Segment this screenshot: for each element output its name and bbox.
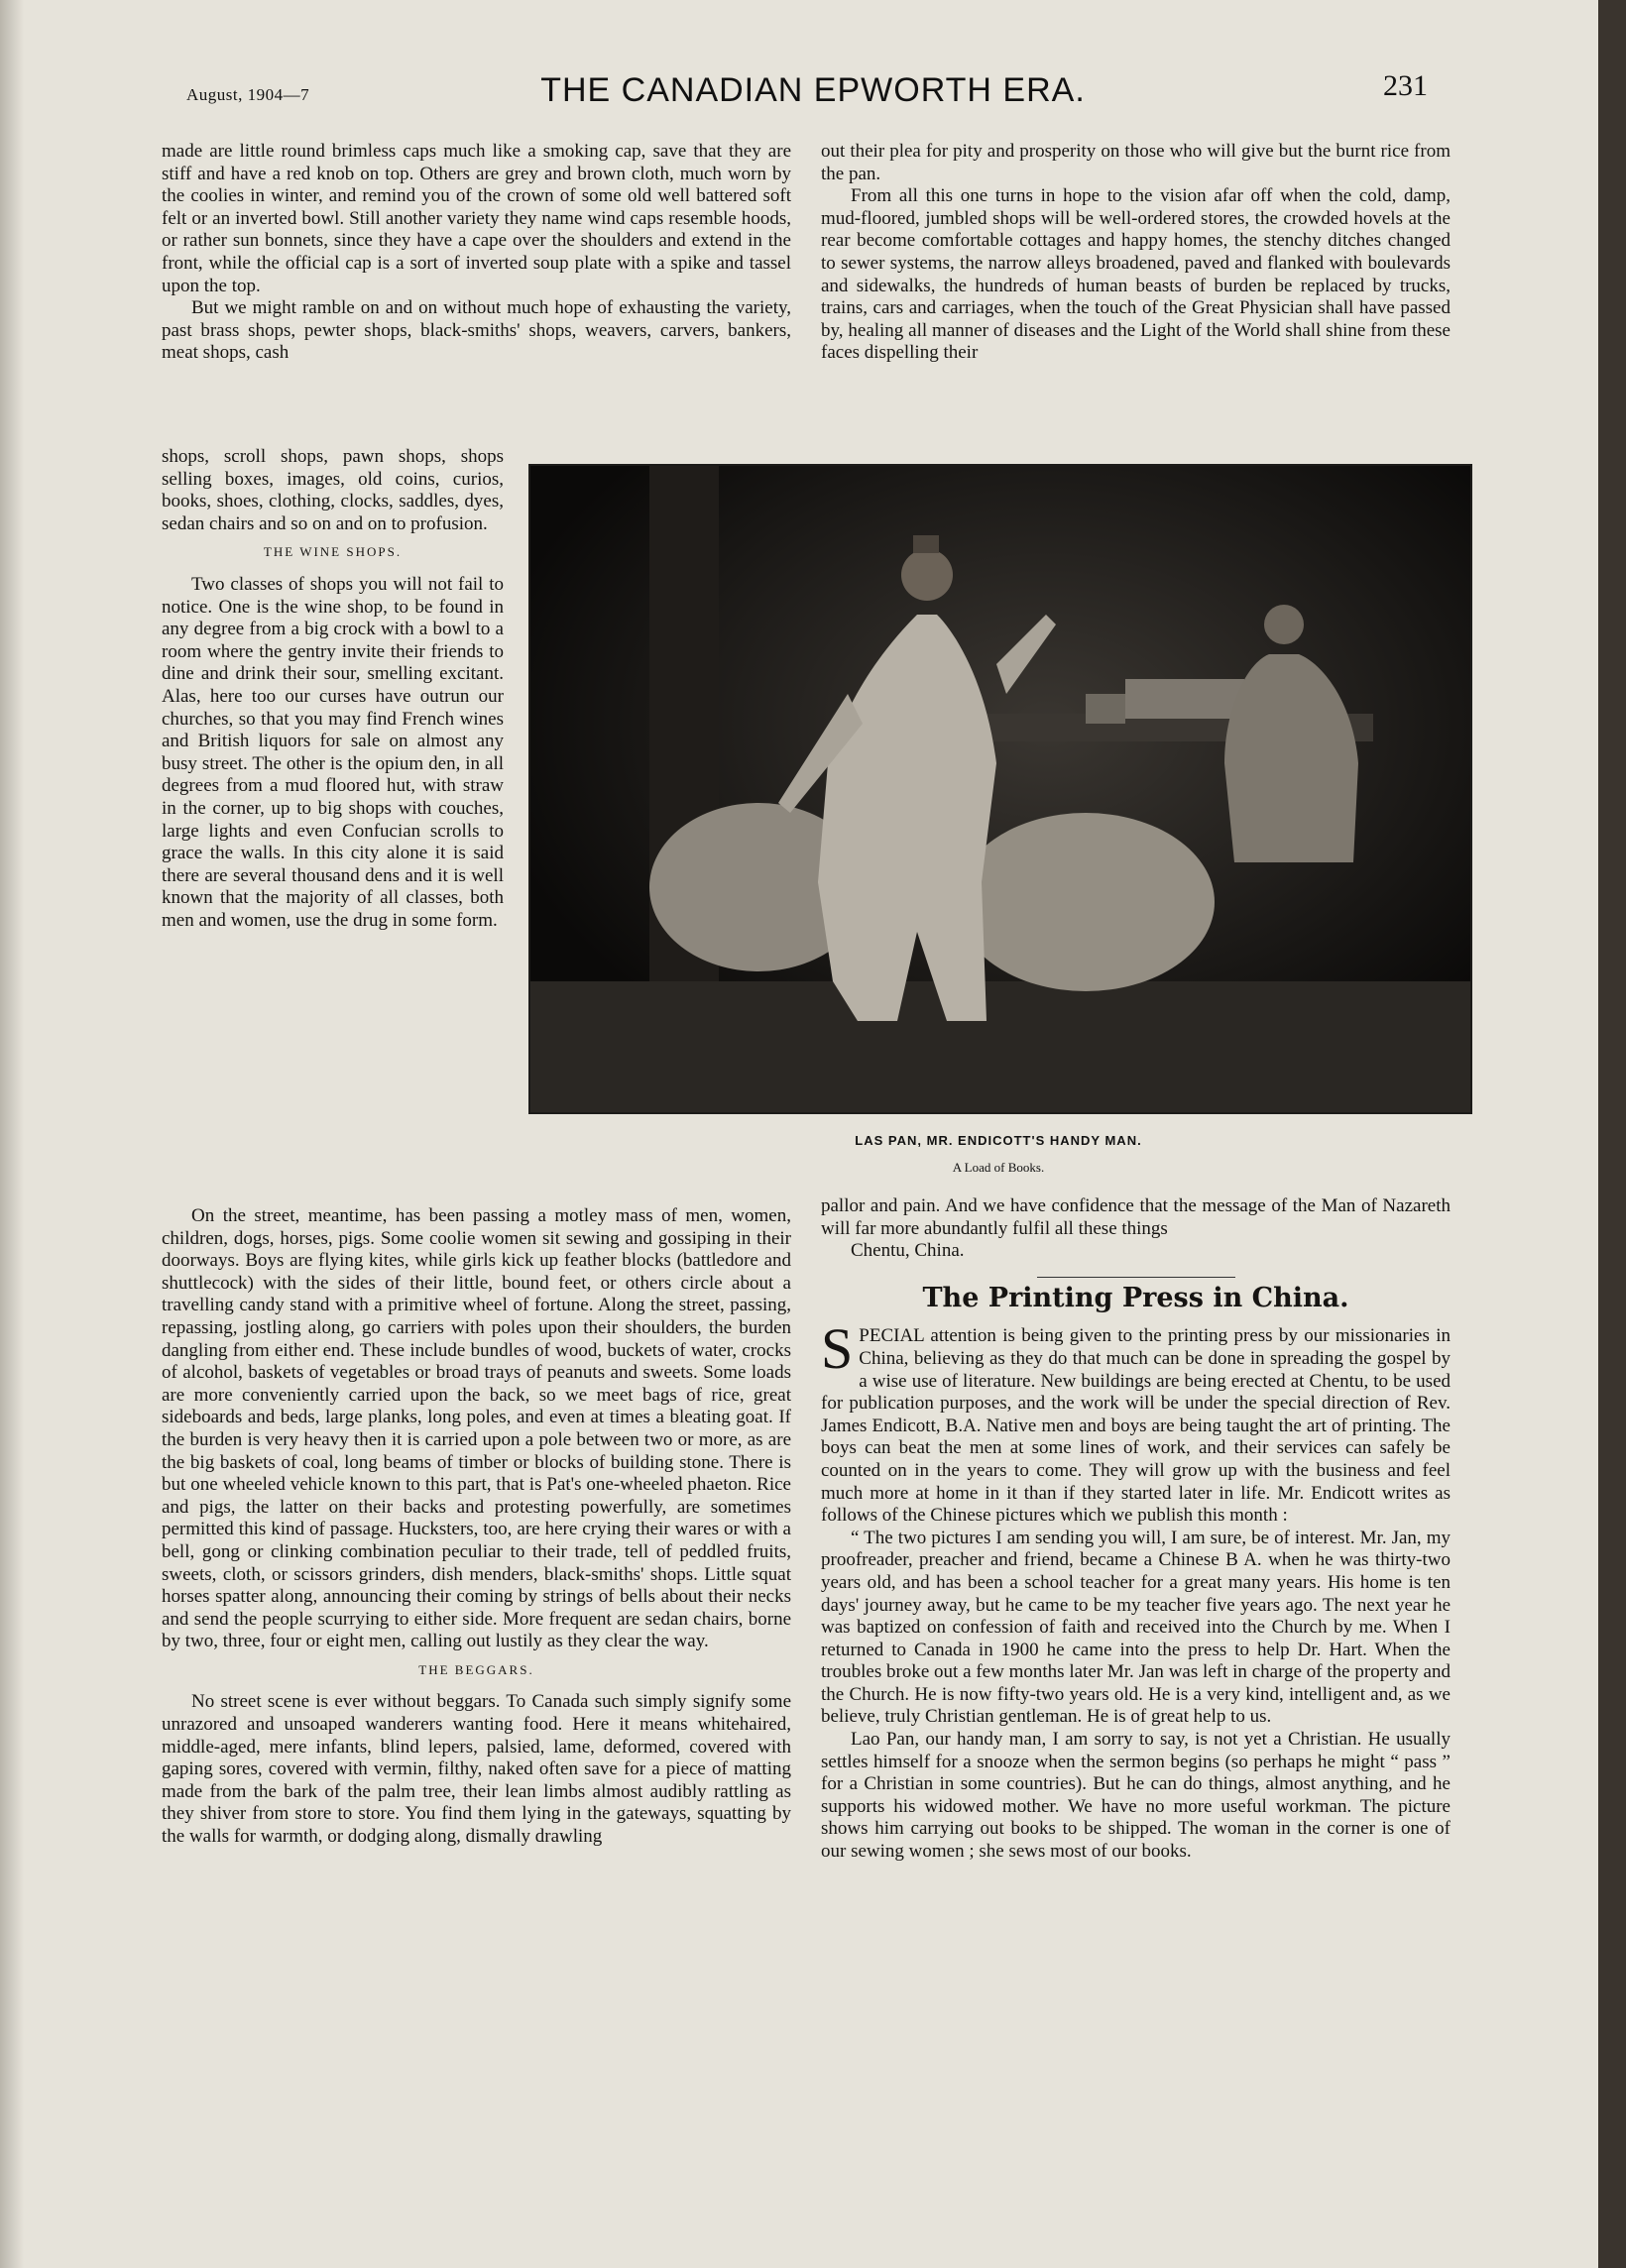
- publication-title: THE CANADIAN EPWORTH ERA.: [540, 71, 1086, 109]
- paragraph-beggars: No street scene is ever without beggars. To Canada such simply signify some unrazored and unsoaped wanderers wanting food. Here it means whitehaired, middle-aged, mere infants, blind lepers, palsied, lame, deformed, covered with gaping sores, covered with vermin, filthy, naked often save for a piece of matting made from the bark of the palm tree, their lean limbs almost audibly rattling as they shiver from store to store. You find them lying in the gateways, squatting by the walls for warmth, or dodging along, dismally drawling: [162, 1691, 791, 1848]
- paragraph-shops-list: shops, scroll shops, pawn shops, shops selling boxes, images, old coins, curios, books, shoes, clothing, clocks, saddles, dyes, sedan chairs and so on and on to profusion.: [162, 446, 504, 534]
- paragraph-plea: out their plea for pity and prosperity on those who will give but the burnt rice from the pan.: [821, 141, 1451, 184]
- left-column-bottom: [162, 1205, 791, 1849]
- photo-illustration: [530, 466, 1470, 1112]
- right-column-bottom: [821, 1195, 1451, 1864]
- photograph-lao-pan: [528, 464, 1472, 1114]
- paragraph-wine-shops: Two classes of shops you will not fail to notice. One is the wine shop, to be found in any degree from a big crock with a bowl to a room where the gentry invite their friends to dine and drink their sour, smelling excitant. Alas, here too our curses have outrun our churches, so that you may find French wines and British liquors for sale on almost any busy street. The other is the opium den, in all degrees from a mud floored hut, with straw in the corner, up to big shops with couches, large lights and even Confucian scrolls to grace the walls. In this city alone it is said there are several thousand dens and it is well known that the majority of all classes, both men and women, use the drug in some form.: [162, 573, 504, 931]
- paragraph-ramble: But we might ramble on and on without much hope of exhausting the variety, past brass shops, pewter shops, black-smiths' shops, weavers, carvers, bankers, meat shops, cash: [162, 297, 791, 364]
- article-heading: The Printing Press in China.: [922, 1282, 1349, 1313]
- left-column-narrow: [162, 446, 504, 932]
- section-divider: [1037, 1277, 1235, 1278]
- article-paragraph-mr-jan: “ The two pictures I am sending you will, I am sure, be of interest. Mr. Jan, my proofreader, preacher and friend, became a Chinese B A. when he was thirty-two years old, and has been a school teacher for a great many years. His home is ten days' journey away, but he came to be my teacher five years ago. The next year he was baptized on confession of faith and received into the Church by me. When I returned to Canada in 1900 he came into the press to help Dr. Hart. When the troubles broke out a few months later Mr. Jan was left in charge of the property and the Church. He is now fifty-two years old. He is a very kind, intelligent and, as we believe, truly Christian gentleman. He is of great help to us.: [821, 1527, 1451, 1728]
- signoff-location: Chentu, China.: [851, 1240, 965, 1262]
- left-column-top: [162, 141, 791, 365]
- page-edge-shadow: [0, 0, 24, 2268]
- article-intro-text: PECIAL attention is being given to the printing press by our missionaries in China, believing as they do that much can be done in spreading the gospel by a wise use of literature. New buildings are being erected at Chentu, to be used for publication purposes, and the work will be under the special direction of Rev. James Endicott, B.A. Native men and boys are being taught the art of printing. The boys can beat the men at some lines of work, and their services can safely be counted on in the years to come. They will grow up with the business and feel much more at home in it than if they started later in life. Mr. Endicott writes as follows of the Chinese pictures which we publish this month :: [821, 1325, 1451, 1527]
- section-heading-wine-shops: THE WINE SHOPS.: [263, 544, 403, 560]
- photo-subcaption: A Load of Books.: [952, 1160, 1045, 1175]
- paragraph-caps: made are little round brimless caps much like a smoking cap, save that they are stiff and have a red knob on top. Others are grey and brown cloth, much worn by the coolies in winter, and remind you of the crown of some old well battered soft felt or an inverted bowl. Still another variety they name wind caps resemble hoods, or rather sun bonnets, since they have a cape over the shoulders and extend in the front, while the official cap is a sort of inverted soup plate with a spike and tassel upon the top.: [162, 141, 791, 296]
- section-heading-beggars: THE BEGGARS.: [418, 1661, 534, 1677]
- paragraph-street: On the street, meantime, has been passing a motley mass of men, women, children, dogs, horses, pigs. Some coolie women sit sewing and gossiping in their doorways. Boys are flying kites, while girls kick up feather blocks (battledore and shuttlecock) with the sides of their little, bound feet, or others circle about a travelling candy stand with a primitive wheel of fortune. Along the street, passing, repassing, jostling along, go carriers with poles upon their shoulders, the burden dangling from either end. These include bundles of wood, buckets of water, crocks of alcohol, baskets of vegetables or broad trays of peanuts and sweets. Some loads are more conveniently carried upon the back, so we meet bags of rice, great sideboards and beds, large planks, long poles, and even at times a bleating goat. If the burden is very heavy then it is carried upon a pole between two or more, as are the big baskets of coal, long beams of timber or blocks of building stone. There is but one wheeled vehicle known to this part, that is Pat's one-wheeled phaeton. Rice and pigs, the latter on their backs and protesting powerfully, are sometimes permitted this kind of passage. Hucksters, too, are here crying their wares or with a bell, gong or clinking combination peculiar to their trade, tell of peddled fruits, sweets, cloth, or scissors grinders, dish menders, black-smiths' shops. Little squat horses spatter along, announcing their coming by strings of bells about their necks and send the people scurrying to either side. More frequent are sedan chairs, borne by two, three, four or eight men, calling out lustily as they clear the way.: [162, 1205, 791, 1652]
- article-paragraph-lao-pan: Lao Pan, our handy man, I am sorry to say, is not yet a Christian. He usually settles himself for a snooze when the sermon begins (so perhaps he might “ pass ” for a Christian in some countries). But he can do things, almost anything, and he supports his widowed mother. We have no more useful workman. The picture shows him carrying out books to be shipped. The woman in the corner is one of our sewing women ; she sews most of our books.: [821, 1729, 1451, 1863]
- page-number: 231: [1383, 69, 1428, 102]
- drop-cap: S: [821, 1316, 854, 1382]
- article-paragraph-intro: [821, 1316, 1451, 1527]
- book-spine: [1598, 0, 1626, 2268]
- paragraph-continuation: pallor and pain. And we have confidence that the message of the Man of Nazareth will far more abundantly fulfil all these things: [821, 1195, 1451, 1239]
- photo-caption: LAS PAN, MR. ENDICOTT'S HANDY MAN.: [855, 1133, 1142, 1148]
- issue-date: August, 1904—7: [186, 85, 310, 104]
- right-column-top: [821, 141, 1451, 365]
- paragraph-vision: From all this one turns in hope to the vision afar off when the cold, damp, mud-floored, jumbled shops will be well-ordered stores, the crowded hovels at the rear become comfortable cottages and happy homes, the stenchy ditches changed to sewer systems, the narrow alleys broadened, paved and flanked with boulevards and sidewalks, the hundreds of human beasts of burden be replaced by trucks, trains, cars and carriages, when the touch of the Great Physician shall have passed by, healing all manner of diseases and the Light of the World shall shine from these faces dispelling their: [821, 185, 1451, 364]
